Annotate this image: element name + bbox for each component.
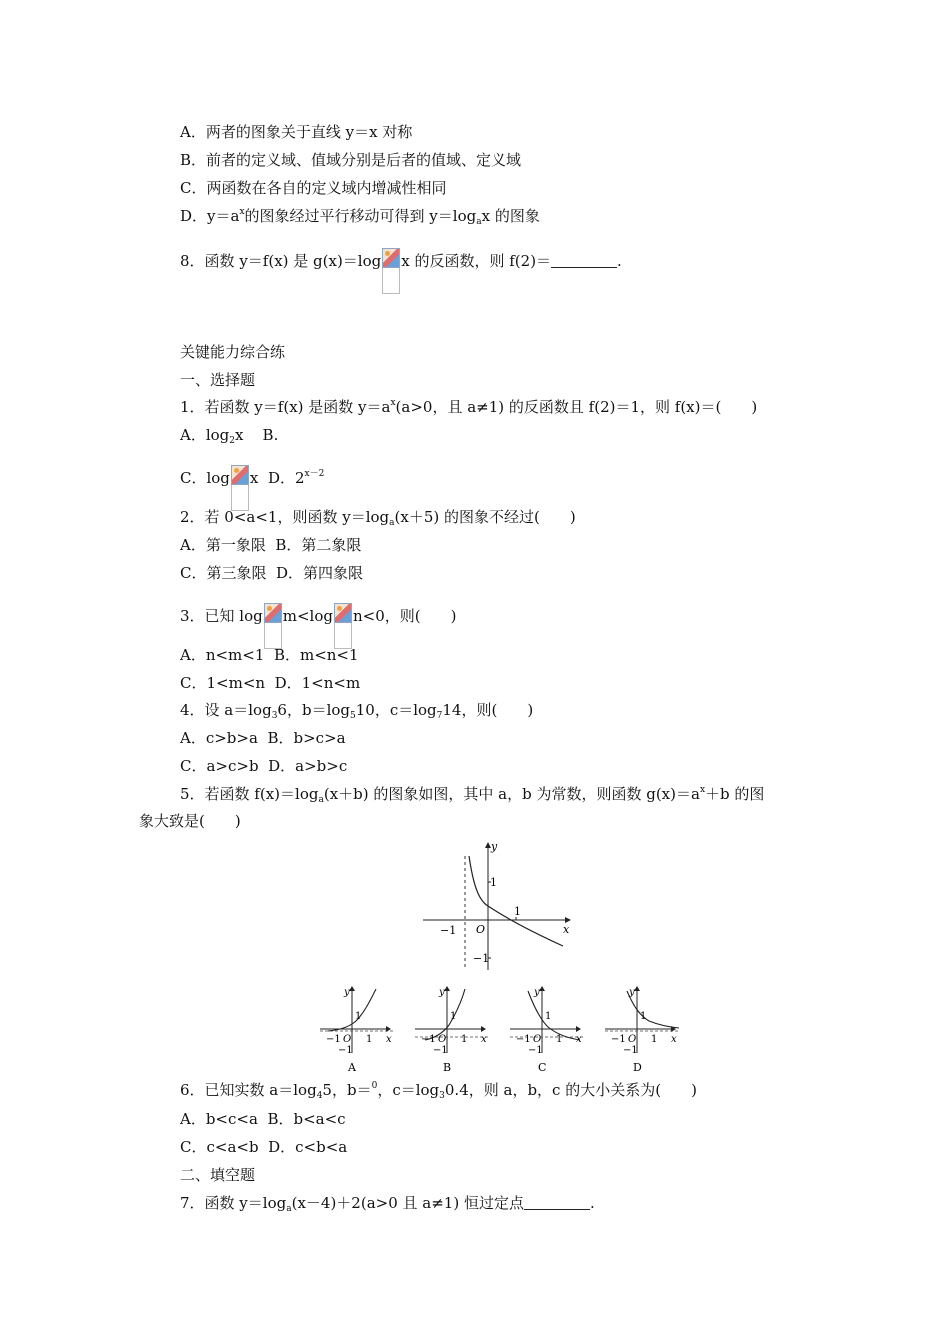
question-6-options-cd: C．c<a<b D．c<b<a: [180, 1138, 348, 1156]
question-4: 4．设 $a=\log_36$，$b=\log_510$，$c=\log_714$，则( ): [180, 701, 534, 721]
tick-neg1-x: −1: [326, 1034, 341, 1045]
x-label: x: [563, 923, 570, 936]
origin-label: O: [533, 1034, 542, 1045]
tick-1-y: 1: [450, 1011, 457, 1022]
tick-neg1-x: −1: [440, 924, 457, 937]
exp-curve: [528, 991, 580, 1040]
option-letter: C: [538, 1061, 547, 1074]
tick-neg1-x: −1: [516, 1034, 531, 1045]
option-graph-c: [510, 986, 583, 1074]
tick-1-y: 1: [490, 876, 497, 889]
tick-1-x: 1: [461, 1034, 468, 1045]
option-b: B．前者的定义域、值域分别是后者的值域、定义域: [180, 151, 522, 169]
option-a: A．两者的图象关于直线 y＝x 对称: [180, 123, 413, 141]
question-6: 6．已知实数 $a=\log_45$，b＝$^0$，$c=\log_30.4$，则 a，b，c 的大小关系为( ): [180, 1081, 697, 1101]
question-8: 8．函数 y＝f(x) 是 g(x)＝log x 的反函数，则 f(2)＝ .: [180, 248, 622, 294]
option-graph-b: [415, 986, 488, 1074]
y-label: y: [629, 987, 635, 998]
origin-label: O: [476, 923, 486, 936]
question-7: 7．函数 $y=\log_a(x-4)+2(a>0$ 且 a≠1) 恒过定点 .: [180, 1194, 595, 1214]
broken-image-icon: [231, 465, 249, 511]
x-label: x: [481, 1034, 487, 1045]
option-d: D．$y=a^x$的图象经过平行移动可得到 $y=\log_ax$ 的图象: [180, 207, 540, 227]
answer-blank: [551, 253, 617, 268]
tick-neg1-x: −1: [611, 1034, 626, 1045]
tick-1-y: 1: [355, 1011, 362, 1022]
y-label: y: [534, 987, 540, 998]
broken-image-icon: [334, 603, 352, 649]
y-label: y: [491, 840, 498, 853]
tick-1-y: 1: [640, 1011, 647, 1022]
tick-neg1-y: −1: [623, 1045, 638, 1056]
question-3: 3．已知 log m<log n<0，则( ): [180, 603, 456, 649]
tick-1-x: 1: [366, 1034, 373, 1045]
y-arrow: [539, 986, 545, 991]
broken-image-icon: [264, 603, 282, 649]
option-graphs: [318, 985, 688, 1075]
option-letter: B: [443, 1061, 452, 1074]
option-graph-d: [605, 986, 679, 1074]
question-1: 1．若函数 y＝f(x) 是函数 $y=a^x(a>0$，且 a≠1) 的反函数且 f(2)＝1，则 f(x)＝( ): [180, 398, 758, 416]
answer-blank: [524, 1195, 590, 1210]
option-letter: D: [633, 1061, 642, 1074]
question-5: 5．若函数 $f(x)=\log_a(x+b)$ 的图象如图，其中 a，b 为常数，则函数 $g(x)=a^x+b$ 的图: [180, 785, 765, 805]
part-heading-fill: 二、填空题: [180, 1166, 256, 1184]
question-1-options-cd: C．log x D．$2^{x-2}$: [180, 465, 324, 511]
exp-curve: [425, 989, 465, 1040]
origin-label: O: [343, 1034, 352, 1045]
tick-neg1-y: −1: [473, 952, 490, 965]
x-arrow: [481, 1026, 486, 1032]
tick-1-x: 1: [651, 1034, 658, 1045]
y-arrow: [444, 986, 450, 991]
question-5-continued: 象大致是( ): [139, 812, 241, 830]
tick-1-x: 1: [556, 1034, 563, 1045]
y-label: y: [439, 987, 445, 998]
x-label: x: [386, 1034, 392, 1045]
question-2-options-cd: C．第三象限 D．第四象限: [180, 564, 364, 582]
question-6-options-ab: A．b<c<a B．b<a<c: [180, 1110, 346, 1128]
option-graph-a: [320, 986, 393, 1074]
section-title: 关键能力综合练: [180, 343, 286, 361]
y-arrow: [349, 986, 355, 991]
option-letter: A: [348, 1061, 356, 1074]
broken-image-icon: [382, 248, 400, 294]
tick-neg1-y: −1: [433, 1045, 448, 1056]
origin-label: O: [438, 1034, 447, 1045]
question-3-options-cd: C．1<m<n D．1<n<m: [180, 674, 361, 692]
question-4-options-ab: A．c>b>a B．b>c>a: [180, 729, 346, 747]
part-heading-choice: 一、选择题: [180, 371, 256, 389]
question-2: 2．若 0<a<1，则函数 $y=\log_a(x+5)$ 的图象不经过( ): [180, 508, 576, 528]
question-2-options-ab: A．第一象限 B．第二象限: [180, 536, 362, 554]
exp-curve: [627, 991, 679, 1028]
option-c: C．两函数在各自的定义域内增减性相同: [180, 179, 447, 197]
origin-label: O: [628, 1034, 637, 1045]
tick-neg1-x: −1: [421, 1034, 436, 1045]
question-1-options-ab: A．$\log_2x$ B.: [180, 426, 279, 446]
tick-1-y: 1: [545, 1011, 552, 1022]
main-log-graph: [418, 838, 578, 973]
y-arrow: [634, 986, 640, 991]
question-3-options-ab: A．n<m<1 B．m<n<1: [180, 646, 359, 664]
x-arrow: [576, 1026, 581, 1032]
question-4-options-cd: C．a>c>b D．a>b>c: [180, 757, 348, 775]
tick-1-x: 1: [514, 905, 521, 918]
tick-neg1-y: −1: [528, 1045, 543, 1056]
tick-neg1-y: −1: [338, 1045, 353, 1056]
y-label: y: [344, 987, 350, 998]
x-label: x: [576, 1034, 582, 1045]
x-label: x: [671, 1034, 677, 1045]
